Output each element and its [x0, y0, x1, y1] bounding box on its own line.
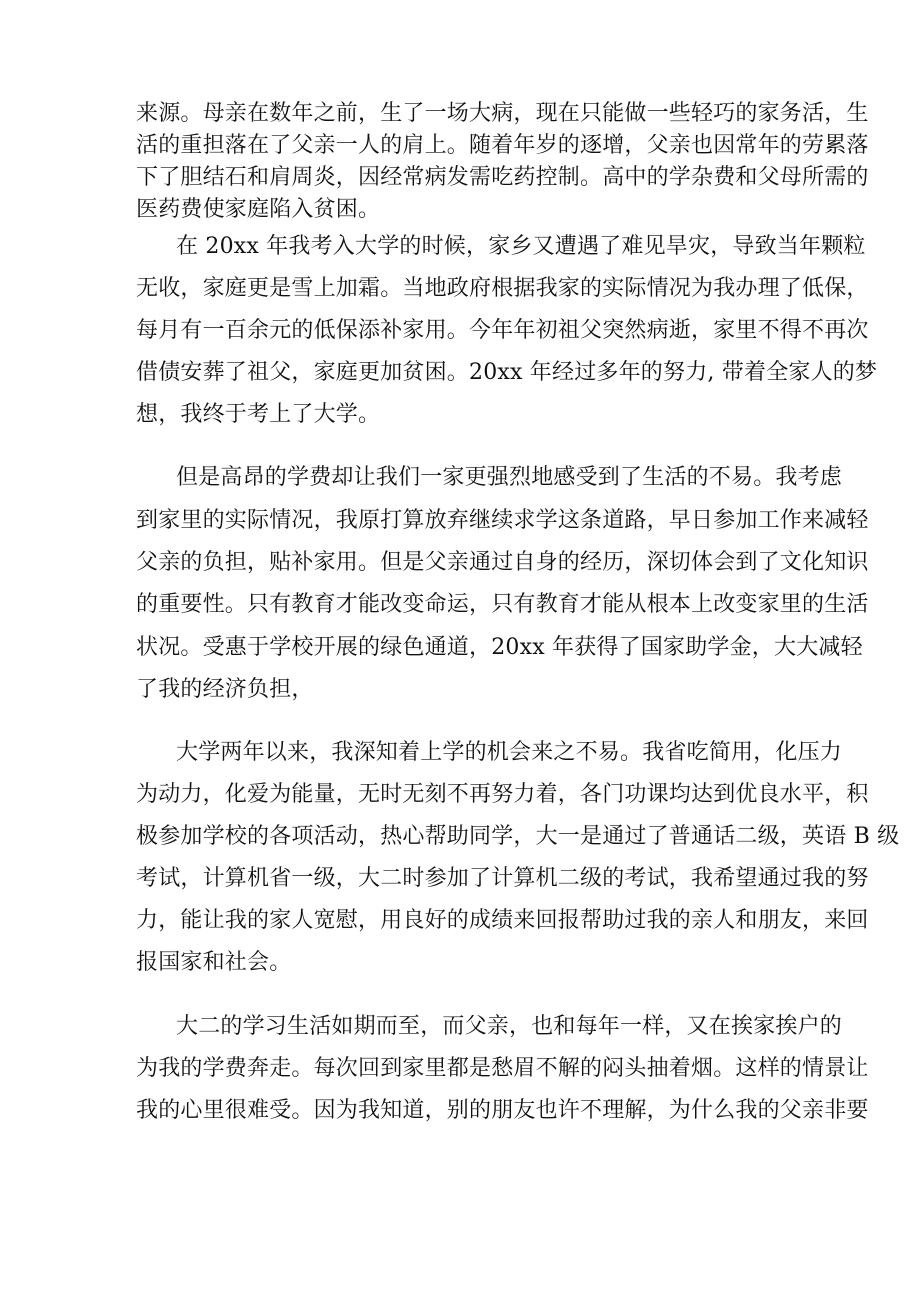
paragraph-line: 来源。母亲在数年之前，生了一场大病，现在只能做一些轻巧的家务活，生	[136, 101, 869, 126]
paragraph-line: 下了胆结石和肩周炎，因经常病发需吃药控制。高中的学杂费和父母所需的	[136, 165, 869, 190]
paragraph-line: 医药费使家庭陷入贫困。	[136, 197, 381, 222]
paragraph-line: 考试，计算机省一级，大二时参加了计算机二级的考试，我希望通过我的努	[136, 866, 869, 891]
paragraph-line: 力，能让我的家人宽慰，用良好的成绩来回报帮助过我的亲人和朋友，来回	[136, 908, 869, 933]
paragraph-line: 在 20xx 年我考入大学的时候，家乡又遭遇了难见旱灾，导致当年颗粒	[176, 234, 866, 259]
paragraph-line: 大二的学习生活如期而至，而父亲，也和每年一样，又在挨家挨户的	[176, 1014, 843, 1039]
paragraph-line: 无收，家庭更是雪上加霜。当地政府根据我家的实际情况为我办理了低保，	[136, 276, 869, 301]
paragraph-line: 为动力，化爱为能量，无时无刻不再努力着，各门功课均达到优良水平，积	[136, 782, 869, 807]
paragraph-line: 想，我终于考上了大学。	[136, 402, 381, 427]
paragraph-line: 但是高昂的学费却让我们一家更强烈地感受到了生活的不易。我考虑	[176, 465, 843, 490]
paragraph-line: 每月有一百余元的低保添补家用。今年年初祖父突然病逝，家里不得不再次	[136, 318, 869, 343]
paragraph-line: 活的重担落在了父亲一人的肩上。随着年岁的逐增，父亲也因常年的劳累落	[136, 133, 869, 158]
paragraph-line: 为我的学费奔走。每次回到家里都是愁眉不解的闷头抽着烟。这样的情景让	[136, 1056, 869, 1081]
paragraph-line: 了我的经济负担，	[136, 677, 314, 702]
paragraph-line: 报国家和社会。	[136, 950, 292, 975]
paragraph-line: 我的心里很难受。因为我知道，别的朋友也许不理解，为什么我的父亲非要	[136, 1098, 869, 1123]
paragraph-line: 到家里的实际情况，我原打算放弃继续求学这条道路，早日参加工作来减轻	[136, 508, 869, 533]
paragraph-line: 极参加学校的各项活动，热心帮助同学，大一是通过了普通话二级，英语 B 级	[136, 824, 900, 849]
paragraph-line: 借债安葬了祖父，家庭更加贫困。20xx 年经过多年的努力, 带着全家人的梦	[136, 360, 878, 385]
paragraph-line: 大学两年以来，我深知着上学的机会来之不易。我省吃简用，化压力	[176, 740, 843, 765]
paragraph-line: 的重要性。只有教育才能改变命运，只有教育才能从根本上改变家里的生活	[136, 592, 869, 617]
paragraph-line: 状况。受惠于学校开展的绿色通道，20xx 年获得了国家助学金，大大减轻	[136, 635, 863, 660]
paragraph-line: 父亲的负担，贴补家用。但是父亲通过自身的经历，深切体会到了文化知识	[136, 550, 869, 575]
